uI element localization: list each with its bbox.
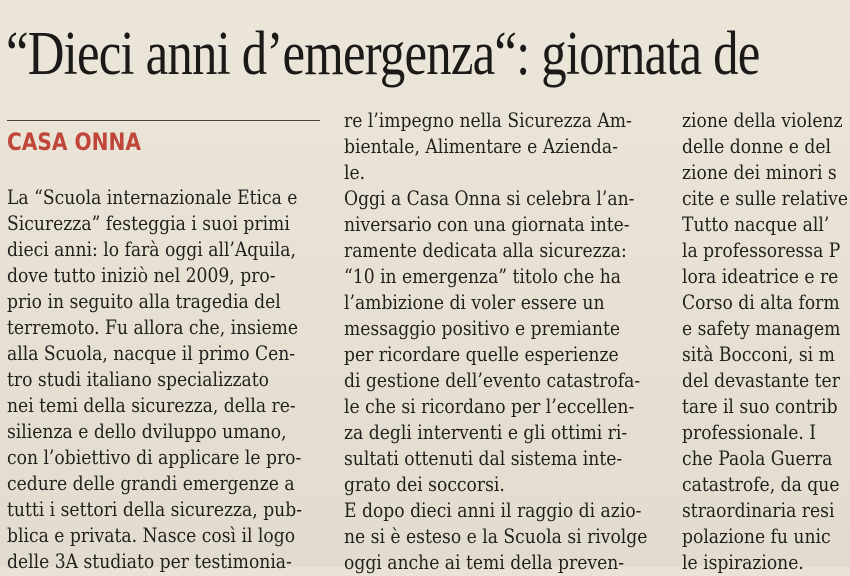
text-line: oggi anche ai temi della preven- bbox=[344, 551, 625, 574]
text-line: blica e privata. Nasce così il logo bbox=[7, 524, 296, 547]
text-line: re l’impegno nella Sicurezza Am- bbox=[344, 109, 632, 132]
text-line: di gestione dell’evento catastrofa- bbox=[344, 369, 641, 392]
text-line: polazione fu unic bbox=[682, 525, 831, 548]
text-line: Corso di alta form bbox=[682, 291, 840, 314]
text-line: ne si è esteso e la Scuola si rivolge bbox=[344, 525, 648, 548]
text-line: del devastante ter bbox=[682, 369, 840, 392]
text-line: dove tutto iniziò nel 2009, pro- bbox=[7, 264, 276, 287]
text-line: Oggi a Casa Onna si celebra l’an- bbox=[344, 187, 635, 210]
article-column-2 bbox=[344, 108, 704, 576]
text-line: za degli interventi e gli ottimi ri- bbox=[344, 421, 628, 444]
text-line: zione dei minori s bbox=[682, 161, 837, 184]
text-line: delle 3A studiato per testimonia- bbox=[7, 550, 292, 573]
text-line: messaggio positivo e premiante bbox=[344, 317, 621, 340]
article-column-1 bbox=[7, 185, 367, 575]
text-line: l’ambizione di voler essere un bbox=[344, 291, 605, 314]
headline: “Dieci anni d’emergenza“: giornata de bbox=[6, 20, 760, 88]
text-line: ramente dedicata alla sicurezza: bbox=[344, 239, 627, 262]
text-line: la professoressa P bbox=[682, 239, 841, 262]
article-column-3 bbox=[682, 108, 850, 576]
text-line: zione della violenz bbox=[682, 109, 843, 132]
section-label: CASA ONNA bbox=[7, 128, 142, 156]
text-line: che Paola Guerra bbox=[682, 447, 833, 470]
section-rule bbox=[7, 120, 320, 121]
text-line: Tutto nacque all’ bbox=[682, 213, 830, 236]
text-line: e safety managem bbox=[682, 317, 841, 340]
text-line: straordinaria resi bbox=[682, 499, 835, 522]
text-line: catastrofe, da que bbox=[682, 473, 840, 496]
text-line: professionale. I bbox=[682, 421, 817, 444]
text-line: alla Scuola, nacque il primo Cen- bbox=[7, 342, 296, 365]
text-line: cedure delle grandi emergenze a bbox=[7, 472, 295, 495]
text-line: sità Bocconi, si m bbox=[682, 343, 835, 366]
text-line: Sicurezza” festeggia i suoi primi bbox=[7, 212, 290, 235]
text-line: E dopo dieci anni il raggio di azio- bbox=[344, 499, 642, 522]
text-line: le che si ricordano per l’eccellen- bbox=[344, 395, 635, 418]
text-line: terremoto. Fu allora che, insieme bbox=[7, 316, 299, 339]
text-line: bientale, Alimentare e Azienda- bbox=[344, 135, 618, 158]
text-line: per ricordare quelle esperienze bbox=[344, 343, 619, 366]
text-line: “10 in emergenza” titolo che ha bbox=[344, 265, 621, 288]
text-line: sultati ottenuti dal sistema inte- bbox=[344, 447, 623, 470]
text-line: cite e sulle relative bbox=[682, 187, 848, 210]
text-line: dieci anni: lo farà oggi all’Aquila, bbox=[7, 238, 296, 261]
text-line: tro studi italiano specializzato bbox=[7, 368, 270, 391]
text-line: nei temi della sicurezza, della re- bbox=[7, 394, 296, 417]
text-line: La “Scuola internazionale Etica e bbox=[7, 186, 298, 209]
text-line: niversario con una giornata inte- bbox=[344, 213, 630, 236]
text-line: tutti i settori della sicurezza, pub- bbox=[7, 498, 303, 521]
text-line: le. bbox=[344, 161, 366, 184]
text-line: tare il suo contrib bbox=[682, 395, 838, 418]
text-line: lora ideatrice e re bbox=[682, 265, 839, 288]
text-line: le ispirazione. bbox=[682, 551, 804, 574]
text-line: con l’obiettivo di applicare le pro- bbox=[7, 446, 302, 469]
text-line: delle donne e del bbox=[682, 135, 831, 158]
text-line: silienza e dello dviluppo umano, bbox=[7, 420, 287, 443]
text-line: grato dei soccorsi. bbox=[344, 473, 505, 496]
text-line: prio in seguito alla tragedia del bbox=[7, 290, 281, 313]
